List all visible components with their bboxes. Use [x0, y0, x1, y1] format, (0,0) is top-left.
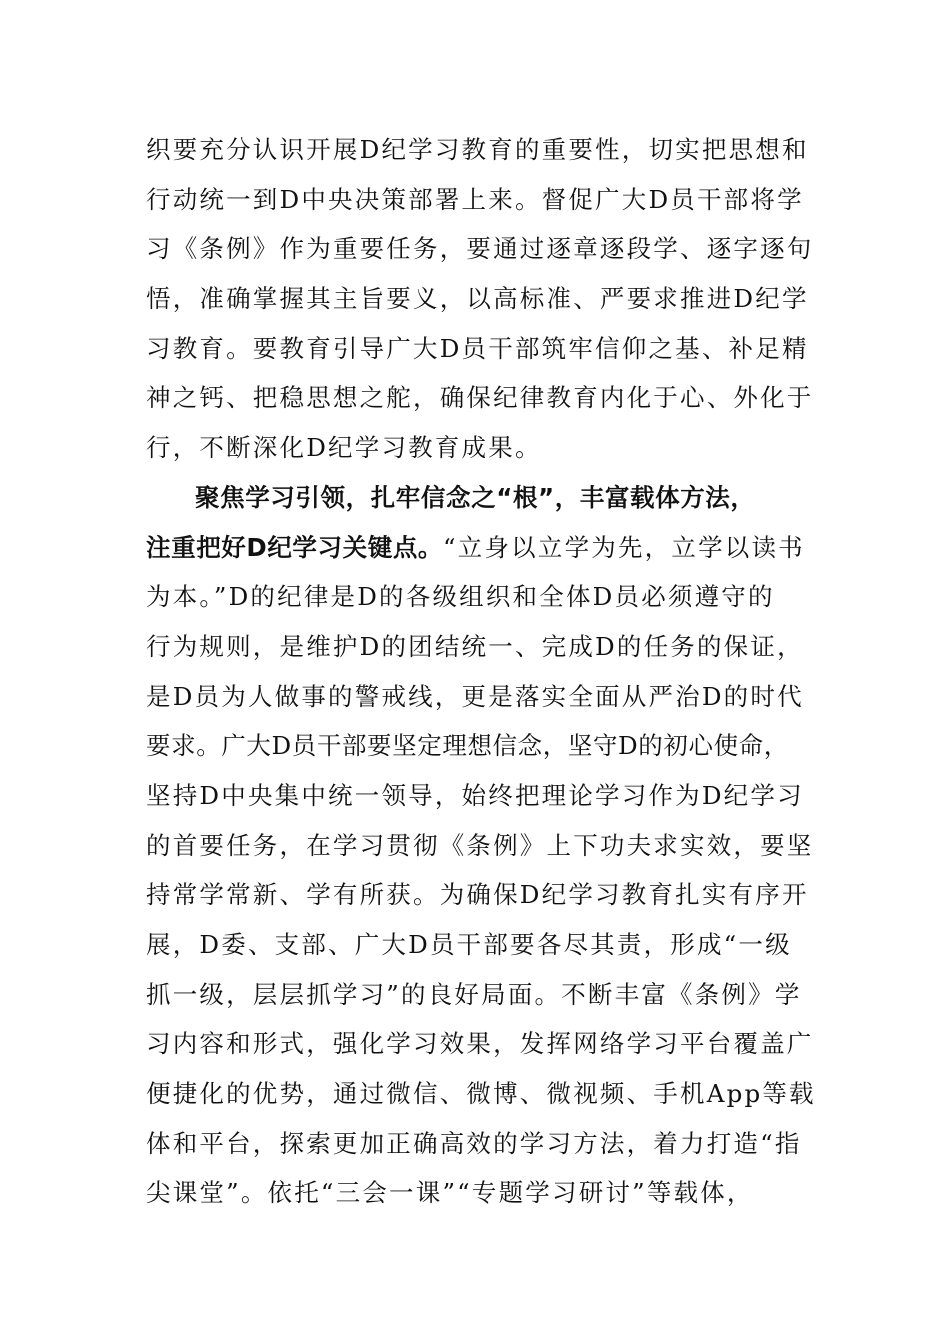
text-line: 展，D委、支部、广大D员干部要各尽其责，形成“一级	[146, 930, 792, 959]
section-heading: 聚焦学习引领，扎牢信念之“根”，丰富载体方法，	[195, 482, 756, 512]
text-line: 为本。”D的纪律是D的各级组织和全体D员必须遵守的	[146, 582, 775, 612]
text-line: 习内容和形式，强化学习效果，发挥网络学习平台覆盖广	[146, 1029, 814, 1059]
text-line: 的首要任务，在学习贯彻《条例》上下功夫求实效，要坚	[146, 830, 814, 860]
document-body	[146, 125, 816, 1218]
text-line: 是D员为人做事的警戒线，更是落实全面从严治D的时代	[146, 681, 804, 711]
quote-text: “立身以立学为先，立学以读书	[443, 532, 805, 562]
text-line: 便捷化的优势，通过微信、微博、微视频、手机App等载	[146, 1079, 816, 1109]
section-heading-continued: 注重把好D纪学习关键点。	[146, 532, 444, 562]
text-line: 要求。广大D员干部要坚定理想信念，坚守D的初心使命，	[146, 731, 789, 761]
text-line: 抓一级，层层抓学习”的良好局面。不断丰富《条例》学	[146, 979, 802, 1009]
text-line	[146, 523, 816, 573]
text-line: 坚持D中央集中统一领导，始终把理论学习作为D纪学习	[146, 780, 804, 810]
paragraph-2	[146, 473, 816, 1218]
text-line: 行动统一到D中央决策部署上来。督促广大D员干部将学	[146, 184, 804, 214]
text-line: 习《条例》作为重要任务，要通过逐章逐段学、逐字逐句	[146, 234, 814, 264]
text-line: 持常学常新、学有所获。为确保D纪学习教育扎实有序开	[146, 880, 809, 910]
text-line: 体和平台，探索更加正确高效的学习方法，着力打造“指	[146, 1128, 802, 1158]
text-line: 织要充分认识开展D纪学习教育的重要性，切实把思想和	[146, 135, 809, 164]
text-line: 神之钙、把稳思想之舵，确保纪律教育内化于心、外化于	[146, 383, 814, 413]
paragraph-1	[146, 125, 816, 473]
text-line: 尖课堂”。依托“三会一课”“专题学习研讨”等载体，	[146, 1178, 754, 1208]
text-line: 悟，准确掌握其主旨要义，以高标准、严要求推进D纪学	[146, 284, 809, 314]
text-line: 行，不断深化D纪学习教育成果。	[146, 433, 542, 463]
text-line: 行为规则，是维护D的团结统一、完成D的任务的保证，	[146, 631, 804, 661]
text-line: 习教育。要教育引导广大D员干部筑牢信仰之基、补足精	[146, 333, 809, 363]
